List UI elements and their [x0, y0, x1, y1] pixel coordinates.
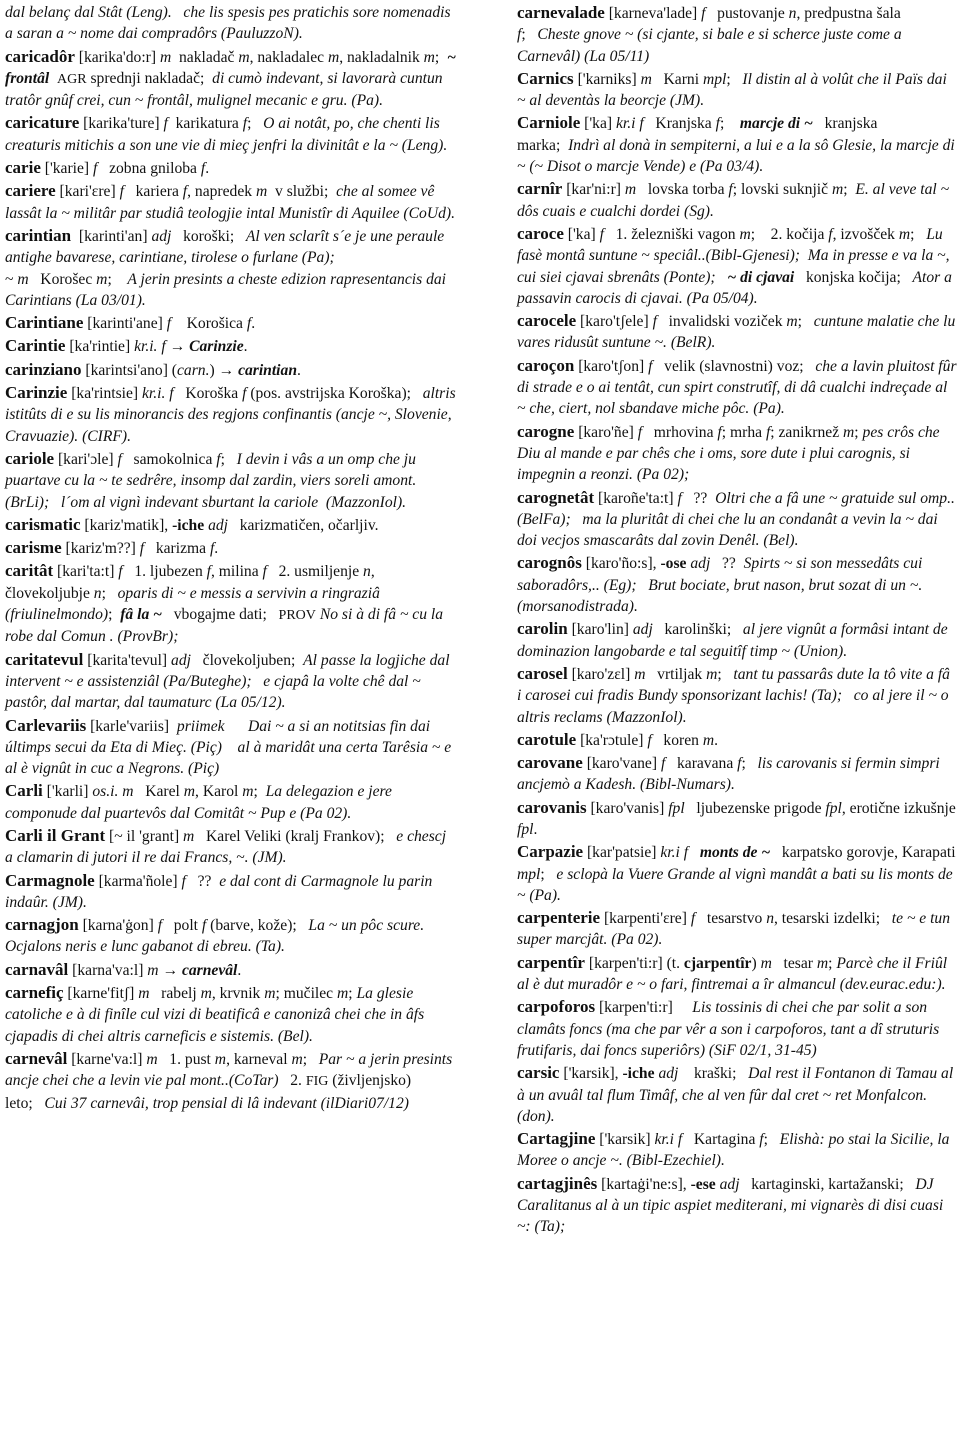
dictionary-entry: caroce ['ka] f 1. železniški vagon m; 2. kočija f, izvošček m; Lu fasè montâ suntune ~ speciâl..(Bibl-Gjenesi); Ma in presse e va la ~, cui siei cjavai sbrenâts (Ponte); ~ di cjavai konjska kočija; Ator a passavin carocis di cjavai. (Pa 05/04).: [517, 223, 952, 307]
dictionary-entry: carovanis [karo'vanis] fpl ljubezenske prigode fpl, erotične izkušnje fpl.: [517, 797, 956, 838]
dictionary-entry: Carpazie [kar'patsie] kr.i f monts de ~ karpatsko gorovje, Karapati mpl; e sclopà la Vuere Grande al vignì mandât a bati su lis monts de ~ (Pa).: [517, 842, 956, 904]
dictionary-entry: carnefiç [karne'fitʃ] m rabelj m, krvnik m; mučilec m; La glesie catoliche e à di finîle cul vizi di beatificâ e canonizâ chei che in âfs cjapadis di chei altris carneficis e sistemis. (Bel).: [5, 983, 425, 1045]
dictionary-entry: Carintiane [karinti'ane] f Korošica f.: [5, 313, 256, 333]
dictionary-entry: Carli il Grant [~ il 'grant] m Karel Veliki (kralj Frankov); e chescj a clamarin di jutori il re dai Francs, ~. (JM).: [5, 825, 447, 867]
dictionary-entry: carnavâl [karna'va:l] m → carnevâl.: [5, 959, 242, 979]
dictionary-entry: carotule [ka'rɔtule] f koren m.: [517, 729, 719, 749]
dictionary-entry: carnevalade [karneva'lade] f pustovanje n, predpustna šala f; Cheste gnove ~ (si cjante, si bale e si scherce juste come a Carnevâl) (La 05/11): [517, 3, 902, 65]
dictionary-entry: carosel [karo'zɛl] m vrtiljak m; tant tu passarâs dute la tô vite a fâ i carosei cui fradis Bundy sponsorizant lachis! (Ta); co al jere il ~ o altris reclams (MazzonIol).: [517, 663, 950, 726]
dictionary-entry: Cartagjine ['karsik] kr.i f Kartagina f; Elishà: po stai la Sicilie, la Moree o ancje ~. (Bibl-Ezechiel).: [517, 1129, 950, 1170]
dictionary-entry: carnagjon [karna'ġon] f polt f (barve, kože); La ~ un pôc scure. Ocjalons neris e lunc gabanot di ebreu. (Ta).: [5, 915, 425, 956]
dictionary-entry: carnîr [kar'ni:r] m lovska torba f; lovski suknjič m; E. al veve tal ~ dôs cuais e cualchi dordei (Sg).: [517, 179, 950, 220]
dictionary-entry: carognôs [karo'ño:s], -ose adj ?? Spirts ~ si son messedâts cui saboradôrs,.. (Eg); Brut bociate, brut nason, brut sozat di un ~. (morsanodistrada).: [517, 553, 923, 616]
dictionary-entry: Carlevariis [karle'variis] priimek Dai ~ a si an notitsias fin dai últimps secui da Eta di Mieç. (Piç) al à maridât una certa Tarêsia ~ e al è vignût in cuc a Negrons. (Piç): [5, 715, 452, 778]
dictionary-entry: caroçon [karo'tʃon] f velik (slavnostni) voz; che a lavin pluitost fûr di strade e o ai tentât, cun spirt construtîf, di dâ cualchi indreçade al ~ che, ciert, nol sbandave miche pôc. (Pa).: [517, 355, 957, 418]
dictionary-entry: Carniole ['ka] kr.i f Kranjska f; marcje di ~ kranjska marka; Indrì al donà in sempiterni, a lui e a la sô Glesie, la marcje di ~ (~ Disot o marcje Vende) e (Pa 03/4).: [517, 113, 955, 176]
dictionary-entry: carpenterie [karpenti'ɛre] f tesarstvo n, tesarski izdelki; te ~ e tun super marcjât. (Pa 02).: [517, 908, 951, 949]
dictionary-entry: cartagjinês [kartaġi'ne:s], -ese adj kartaginski, kartažanski; DJ Caralitanus al à un tipic aspiet mediterani, mi vignarès di disi cuasi ~: (Ta);: [517, 1173, 944, 1236]
left-column: [5, 2, 457, 1115]
dictionary-entry: dal belanç dal Stât (Leng). che lis spesis pes pratichis sore nomenadis a saran a ~ nome dai compradôrs (PauluzzoN).: [5, 4, 451, 43]
dictionary-entry: carsic ['karsik], -iche adj kraški; Dal rest il Fontanon di Tamau al à un avuâl tal flum Timâf, che al ven fûr dal cret ~ ret Monfalcon. (don).: [517, 1063, 954, 1125]
dictionary-entry: carogne [karo'ñe] f mrhovina f; mrha f; zanikrnež m; pes crôs che Diu al mande e par chês che i oms, sore dute i plui carognis, si impegnin a reonzi. (Pa 02);: [517, 421, 940, 484]
right-column: [517, 2, 957, 1239]
dictionary-entry: carisme [kariz'm??] f karizma f.: [5, 538, 219, 558]
dictionary-entry: carolin [karo'lin] adj karolinški; al jere vignût a formâsi intant de dominazion langobarde e tal seguitîf timp ~ (Union).: [517, 619, 948, 660]
dictionary-entry: carpoforos [karpen'ti:r] Lis tossinis di chei che par solit a son clamâts foncs (ma che par vêr a son i carpoforos, tant a dî struturis frutifaris, dai foncs superiôrs) (SiF 02/1, 31-45): [517, 997, 940, 1059]
dictionary-entry: carpentîr [karpen'ti:r] (t. cjarpentîr) m tesar m; Parcè che il Friûl al è dut muradôr e ~ o fari, fintremai a îr almancul (dev.eurac.edu:).: [517, 952, 948, 994]
dictionary-entry: carismatic [kariz'matik], -iche adj karizmatičen, očarljiv.: [5, 514, 379, 534]
dictionary-entry: carie ['karie] f zobna gniloba f.: [5, 158, 210, 178]
dictionary-entry: carnevâl [karne'va:l] m 1. pust m, karneval m; Par ~ a jerin presints ancje chei che a levin vie pal mont..(CoTar) 2. FIG (življenjsko) leto; Cui 37 carnevâi, trop pensial di lâ indevant (ilDiari07/12): [5, 1048, 453, 1112]
dictionary-entry: Carinzie [ka'rintsie] kr.i. f Koroška f (pos. avstrijska Koroška); altris istitûts di e su lis minorancis des regjons confinantis (ancje ~, Slovenie, Cravuazie). (CIRF).: [5, 383, 456, 445]
dictionary-entry: Carnics ['karniks] m Karni mpl; Il distin al à volût che il Païs dai ~ al deventàs la beorcje (JM).: [517, 68, 947, 110]
dictionary-entry: caricature [karika'ture] f karikatura f; O ai notât, po, che chenti lis creaturis mitichis a son une vie di mieç jenfri la divinitât e la ~ (Leng).: [5, 113, 448, 154]
dictionary-entry: caritât [kari'ta:t] f 1. ljubezen f, milina f 2. usmiljenje n, človekoljubje n; oparis di ~ e messis a servivin a ringraziâ (friulinelmondo); fâ la ~ vbogajme dati; PROV No si à di fâ ~ cu la robe dal Comun . (ProvBr);: [5, 561, 444, 646]
dictionary-entry: carovane [karo'vane] f karavana f; lis carovanis si fermin simpri ancjemò a Kadesh. (Bibl-Numars).: [517, 753, 940, 794]
dictionary-entry: cariere [kari'ɛre] f kariera f, napredek m v službi; che al somee vê lassât la ~ militâr par studiâ teologjie intal Munistîr di Aquilee (CoUd).: [5, 181, 455, 222]
dictionary-entry: Carintie [ka'rintie] kr.i. f → Carinzie.: [5, 336, 248, 356]
dictionary-entry: caricadôr [karika'do:r] m nakladač m, nakladalec m, nakladalnik m; ~ frontâl AGR sprednji nakladač; di cumò indevant, si lavorarà cuntun tratôr gnûf crei, cun ~ frontâl, mulignel mecanic e gru. (Pa).: [5, 46, 456, 110]
dictionary-entry: carinziano [karintsi'ano] (carn.) → carintian.: [5, 359, 301, 379]
dictionary-entry: carognetât [karoñe'ta:t] f ?? Oltri che a fâ une ~ gratuide sul omp.. (BelFa); ma la pluritât di chei che lu an condanât a vevin la ~ dai doi vecjos smascarâts dal zovin Denêl. (Bel).: [517, 487, 955, 550]
dictionary-entry: caritatevul [karita'tevul] adj človekoljuben; Al passe la logjiche dal intervent ~ e assistenziâl (Pa/Buteghe); e cjapâ la volte chê dal ~ pastôr, dal martar, dal taumaturc (La 05/12).: [5, 649, 450, 712]
dictionary-entry: carocele [karo'tʃele] f invalidski voziček m; cuntune malatie che lu vares ridusût suntune ~. (BelR).: [517, 311, 956, 352]
dictionary-entry: Carmagnole [karma'ñole] f ?? e dal cont di Carmagnole lu parin indaûr. (JM).: [5, 870, 433, 911]
dictionary-entry: carintian [karinti'an] adj koroški; Al ven sclarît s´e je une peraule antighe bavarese, carintiane, tirolese o furlane (Pa); ~ m Korošec m; A jerin presints a cheste edizion rapresentancis dai Carintians (La 03/01).: [5, 225, 447, 309]
dictionary-entry: Carli ['karli] os.i. m Karel m, Karol m; La delegazion e jere componude dal puartevôs dal Comitât ~ Pup e (Pa 02).: [5, 781, 392, 822]
dictionary-entry: cariole [kari'ɔle] f samokolnica f; I devin i vâs a un omp che ju puartave cu la ~ te sedrêre, insomp dal zardin, viers soreli amont. (BrLi); l´om al vignì indevant sburtant la cariole (MazzonIol).: [5, 448, 417, 511]
